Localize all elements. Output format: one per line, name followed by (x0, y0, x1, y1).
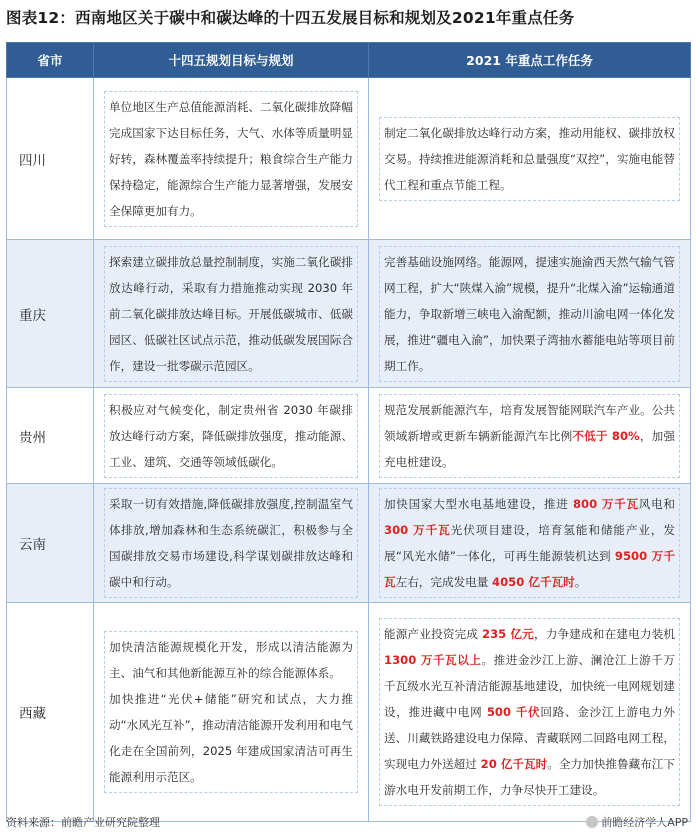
highlight-value: 300 万千瓦 (384, 523, 451, 537)
goals-paragraph: 加快推进“光伏+储能”研究和试点，大力推动“水风光互补”，推动清洁能源开发利用和电气化走在全国前列，2025 年建成国家清洁可再生能源利用示范区。 (109, 692, 353, 784)
goals-cell (94, 240, 369, 388)
highlight-value: 9500 万千瓦 (384, 549, 676, 589)
table-row (7, 484, 691, 603)
province-cell: 贵州 (7, 388, 94, 484)
header-tasks: 2021 年重点工作任务 (369, 43, 691, 78)
tasks-cell (369, 388, 691, 484)
goals-cell (94, 484, 369, 603)
table-row (7, 388, 691, 484)
tasks-text-part: ，力争建成和在建电力装机 (533, 627, 675, 641)
province-cell: 云南 (7, 484, 94, 603)
province-cell: 西藏 (7, 603, 94, 822)
goals-text (104, 631, 358, 793)
tasks-text-part: 左右，完成发电量 (395, 575, 493, 589)
province-cell: 四川 (7, 78, 94, 240)
tasks-text: 完善基础设施网络。能源网，提速实施渝西天然气输气管网工程，扩大“陕煤入渝”规模，提升“北煤入渝”运输通道能力，争取新增三峡电入渝配额，推动川渝电网一体化发展，推进“疆电入渝”，加快栗子湾抽水蓄能电站等项目前期工作。 (379, 246, 680, 382)
tasks-cell (369, 78, 691, 240)
table-header-row (7, 43, 691, 78)
tasks-text (379, 488, 680, 598)
tasks-text-part: 规范发展新能源汽车，培育发展智能网联汽车产业。公共领域新增或更新车辆新能源汽车比例 (384, 402, 675, 443)
brand-label (586, 814, 688, 830)
table-row (7, 240, 691, 388)
province-cell: 重庆 (7, 240, 94, 388)
header-goals: 十四五规划目标与规划 (94, 43, 369, 78)
table-row (7, 78, 691, 240)
tasks-text-part: 光伏项目建设，培育氢能和储能产业，发展“风光水储”一体化，可再生能源装机达到 (384, 523, 675, 563)
highlight-value: 20 亿千瓦时 (480, 757, 548, 771)
source-note: 资料来源：前瞻产业研究院整理 (6, 816, 160, 829)
highlight-value: 1300 万千瓦以上 (384, 653, 482, 667)
tasks-text (379, 618, 680, 806)
tasks-text-part: ，加强充电桩建设。 (384, 428, 675, 469)
footer (6, 814, 690, 832)
goals-text: 积极应对气候变化，制定贵州省 2030 年碳排放达峰行动方案，降低碳排放强度，推动能源、工业、建筑、交通等领域低碳化。 (104, 394, 358, 478)
tasks-text-part: 。推进金沙江上游、澜沧江上游千万千瓦级水光互补清洁能源基地建设，加快统一电网规划建设，推进藏中电网 (384, 653, 675, 719)
highlight-value: 800 万千瓦 (572, 497, 639, 511)
goals-text: 采取一切有效措施,降低碳排放强度,控制温室气体排放,增加森林和生态系统碳汇，积极参与全国碳排放交易市场建设,科学谋划碳排放达峰和碳中和行动。 (104, 488, 358, 598)
goals-cell (94, 78, 369, 240)
tasks-text-part: 加快国家大型水电基地建设，推进 (384, 497, 573, 511)
brand-text: 前瞻经济学人APP (601, 816, 688, 829)
tasks-cell (369, 603, 691, 822)
highlight-value: 235 亿元 (482, 627, 534, 641)
tasks-text-part: 风电和 (638, 497, 675, 511)
header-province: 省市 (7, 43, 94, 78)
goals-cell (94, 603, 369, 822)
tasks-text-part: 能源产业投资完成 (384, 627, 482, 641)
table-row (7, 603, 691, 822)
goals-text: 探索建立碳排放总量控制制度，实施二氧化碳排放达峰行动，采取有力措施推动实现 2030 年前二氧化碳排放达峰目标。开展低碳城市、低碳园区、低碳社区试点示范，推动低碳发展国际合作，建设一批零碳示范园区。 (104, 246, 358, 382)
tasks-text-part: 。 (574, 575, 587, 589)
goals-cell (94, 388, 369, 484)
policy-table (6, 42, 691, 822)
tasks-cell (369, 484, 691, 603)
highlight-value: 500 千伏 (486, 705, 541, 719)
qianzhan-logo-icon (586, 816, 598, 828)
tasks-text: 制定二氧化碳排放达峰行动方案，推动用能权、碳排放权交易。持续推进能源消耗和总量强度“双控”，实施电能替代工程和重点节能工程。 (379, 117, 680, 201)
tasks-text-part: 回路、金沙江上游电力外送、川藏铁路建设电力保障、青藏联网二回路电网工程，实现电力外送超过 (384, 705, 675, 771)
figure-title: 图表12：西南地区关于碳中和碳达峰的十四五发展目标和规划及2021年重点任务 (6, 9, 575, 27)
tasks-cell (369, 240, 691, 388)
goals-paragraph: 加快清洁能源规模化开发，形成以清洁能源为主、油气和其他新能源互补的综合能源体系。 (109, 640, 353, 680)
goals-text: 单位地区生产总值能源消耗、二氧化碳排放降幅完成国家下达目标任务，大气、水体等质量明显好转，森林覆盖率持续提升；粮食综合生产能力保持稳定，能源综合生产能力显著增强，发展安全保障更加有力。 (104, 91, 358, 227)
tasks-text-part: 。全力加快推鲁藏布江下游水电开发前期工作，力争尽快开工建设。 (384, 757, 676, 797)
highlight-value: 不低于 80% (572, 428, 640, 443)
tasks-text (379, 394, 680, 478)
highlight-value: 4050 亿千瓦时 (492, 575, 575, 589)
